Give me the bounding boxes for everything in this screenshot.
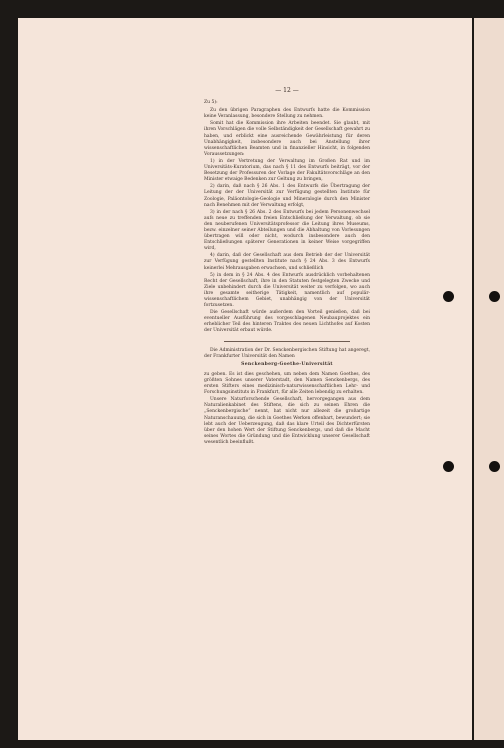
paper-sheet	[18, 18, 472, 740]
university-name-heading: Senckenberg-Goethe-Universität	[241, 361, 333, 367]
list-item: 2) darin, daß nach § 26 Abs. 1 des Entwurfs die Übertragung der Leitung der der Universität zur Verfügung gestellten Institute für Zoologie, Paläontologie-Geologie und Mineralogie durch den Minister nach Benehmen mit der Verwaltung erfolgt,	[204, 184, 370, 208]
section-label: Zu 5):	[204, 100, 218, 106]
list-item: 5) in dem in § 24 Abs. 4 des Entwurfs ausdrücklich vorbehaltenen Recht der Gesellschaft, ihre in den Statuten festgelegten Zwecke und Ziele unbehindert durch die Universität weiter zu verfolgen, wo auch ihre gesamte seitherige Tätigkeit, namentlich auf populär-wissenschaftlichem Gebiet, unabhängig von der Universität fortzusetzen.	[204, 272, 370, 309]
punch-hole-upper	[443, 291, 454, 302]
next-sheet-edge	[474, 18, 504, 740]
list-item: 3) in der nach § 26 Abs. 2 des Entwurfs bei jedem Personenwechsel aufs neue zu treffenden freien Entschließung der Verwaltung, ob sie den neuberufenen Universitätsprofessor die Leitung ihres Museums, bezw. einzelner seiner Abteilungen und die Abhaltung von Vorlesungen übertragen will oder nicht, wodurch insbesondere auch den Entschließungen späterer Generationen in keiner Weise vorgegriffen wird,	[204, 209, 370, 252]
paragraph: Die Administration der Dr. Senckenbergischen Stiftung hat angeregt, der Frankfurter Universität den Namen	[204, 347, 370, 359]
punch-hole-lower	[489, 461, 500, 472]
paragraph: Die Gesellschaft würde außerdem den Vorteil genießen, daß bei eventueller Ausführung des vorgeschlagenen Neubauprojektes ein erheblicher Teil des hinteren Traktes des neuen Lichthofes auf Kosten der Universität erbaut würde.	[204, 310, 370, 334]
paragraph: Somit hat die Kommission ihre Arbeiten beendet. Sie glaubt, mit ihren Vorschlägen die volle Selbständigkeit der Gesellschaft gewahrt zu haben, und erblickt eine ausreichende Gewährleistung für deren Unabhängigkeit, insbesondere auch bei Anstellung ihrer wissenschaftlichen Beamten und in finanzieller Hinsicht, in folgenden Voraussetzungen:	[204, 121, 370, 157]
page-number: — 12 —	[275, 87, 299, 94]
list-item: 4) darin, daß der Gesellschaft aus dem Betrieb der der Universität zur Verfügung gestellten Institute nach § 24 Abs. 3 des Entwurfs keinerlei Mehrausgaben erwachsen, und schließlich	[204, 253, 370, 271]
paragraph: Unsere Naturforschende Gesellschaft, hervorgegangen aus dem Naturalienkabinet des Stiftens, die sich zu seinen Ehren die „Senckenbergische“ nennt, hat nicht nur allezeit die großartige Naturanschauung, die sich in Goethes Werken offenbart, bewundert; sie lebt auch der Ueberzeugung, daß das klare Urteil des Dichterfürsten über den hohen Wert der Stiftung Senckenbergs, und daß die Macht seines Wortes die Gründung und die Entwicklung unserer Gesellschaft wesentlich beeinflußt.	[204, 397, 370, 445]
paragraph: Zu den übrigen Paragraphen des Entwurfs hatte die Kommission keine Veranlassung, besondere Stellung zu nehmen.	[204, 108, 370, 120]
punch-hole-lower	[443, 461, 454, 472]
list-item: 1) in der Vertretung der Verwaltung im Großen Rat und im Universitäts-Kuratorium, das nach § 11 des Entwurfs beiträgt, vor der Besetzung der Professuren der Vorlage der Fakultätsvorschläge an den Minister etwaige Bedenken zur Geltung zu bringen,	[204, 158, 370, 183]
punch-hole-upper	[489, 291, 500, 302]
document-text	[204, 88, 370, 446]
paragraph: zu geben. Es ist dies geschehen, um neben dem Namen Goethes, des größten Sohnes unserer Vaterstadt, den Namen Senckenbergs, des ersten Stifters eines medizinisch-naturwissenschaftlichen Lehr- und Forschungsinstituts in Frankfurt, für alle Zeiten lebendig zu erhalten.	[204, 371, 370, 396]
divider	[224, 341, 350, 342]
